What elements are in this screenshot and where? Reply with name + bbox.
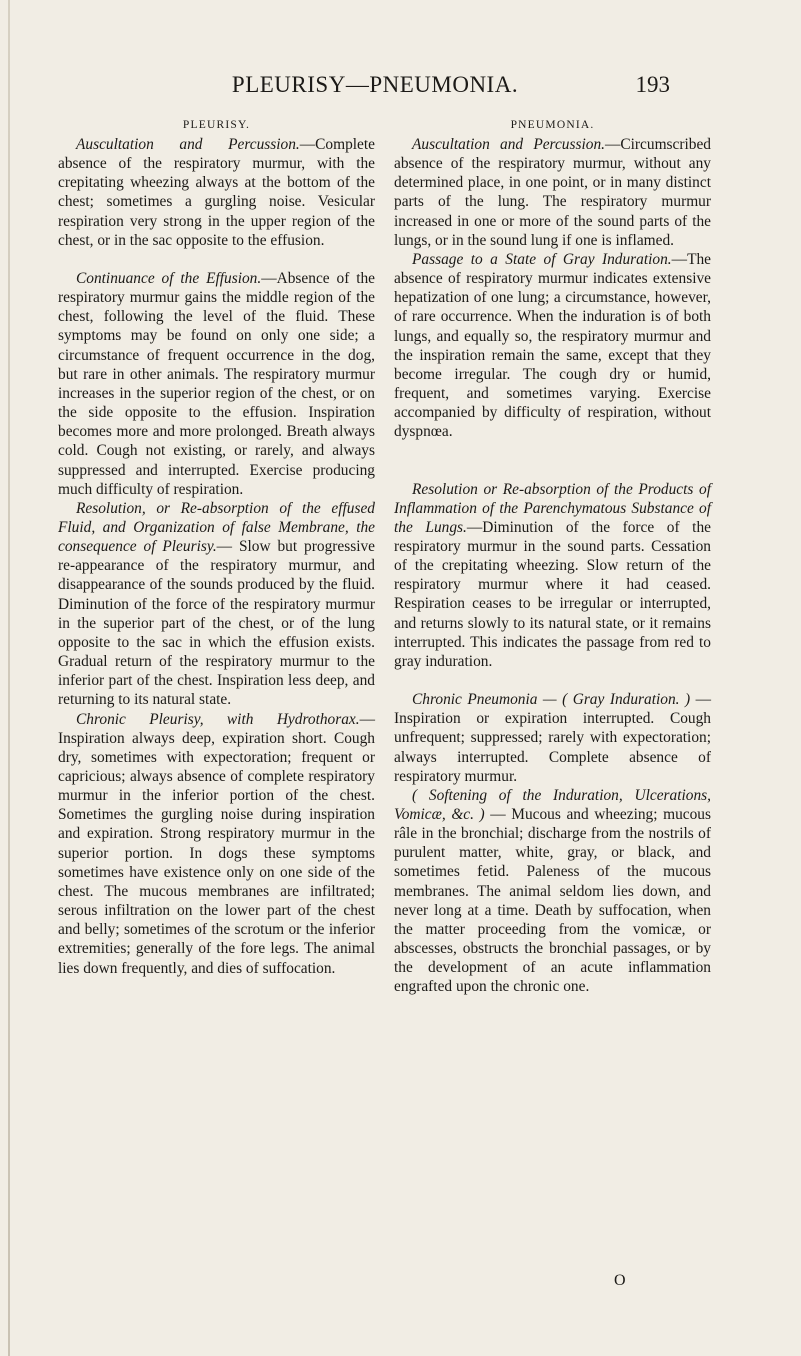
section-text: —The absence of respiratory murmur indicates extensive hepatization of one lung; a circumstance, however, of rare occurrence. When the induration is of both lungs, and equally so, the respiratory murmur and the inspiration remain the same, except that they become irregular. The cough dry or humid, frequent, and sometimes varying. Exercise accompanied by difficulty of respiration, without dyspnœa. bbox=[394, 250, 711, 441]
running-head: PLEURISY—PNEUMONIA. bbox=[231, 72, 519, 97]
section-title: ( Softening of the Induration, Ulcerations, Vomicæ, &c. ) bbox=[394, 786, 711, 823]
left-column-heading: PLEURISY. bbox=[182, 119, 251, 131]
left-column bbox=[58, 118, 375, 978]
section-text: —Complete absence of the respiratory murmur, with the crepitating wheezing always at the bottom of the chest; sometimes a gurgling noise. Vesicular respiration very strong in the upper region of the chest, or in the sac opposite to the effusion. bbox=[58, 136, 375, 249]
paragraph bbox=[394, 690, 711, 786]
section-text: —Absence of the respiratory murmur gains the middle region of the chest, following the level of the fluid. These symptoms may be found on only one side; a circumstance of frequent occurrence in the dog, but rare in other animals. The respiratory murmur increases in the superior region of the chest, or on the side opposite to the effusion. Inspiration becomes more and more prolonged. Breath always cold. Cough not existing, or rarely, and always suppressed and interrupted. Exercise producing much difficulty of respiration. bbox=[58, 269, 376, 498]
right-column-heading: PNEUMONIA. bbox=[510, 119, 595, 131]
paragraph bbox=[394, 786, 711, 997]
section-title: Auscultation and Percussion. bbox=[76, 136, 300, 153]
paragraph bbox=[58, 135, 375, 250]
section-text: — Inspiration or expiration interrupted. Cough unfrequent; suppressed; rarely with expectoration; always interrupted. Complete absence of respiratory murmur. bbox=[394, 691, 711, 785]
paragraph bbox=[394, 250, 711, 442]
section-text: — Mucous and wheezing; mucous râle in the bronchial; discharge from the nostrils of purulent matter, white, gray, or black, and sometimes fetid. Paleness of the mucous membranes. The animal seldom lies down, and never long at a time. Death by suffocation, when the matter proceeding from the vomicæ, or abscesses, obstructs the bronchial passages, or by the development of an acute inflammation engrafted upon the chronic one. bbox=[394, 806, 711, 996]
section-title: Passage to a State of Gray Induration. bbox=[412, 250, 672, 268]
section-text: — Slow but progressive re-appearance of the respiratory murmur, and disappearance of the sounds produced by the fluid. Diminution of the force of the respiratory murmur in the superior part of the chest, or of the lung opposite to the sac in which the effusion exists. Gradual return of the respiratory murmur to the inferior part of the chest. Inspiration less deep, and returning to its natural state. bbox=[58, 538, 375, 709]
paragraph bbox=[394, 135, 711, 250]
section-title: Resolution, or Re-absorption of the effused Fluid, and Organization of false Membrane, the consequence of Pleurisy. bbox=[58, 499, 375, 556]
section-title: Chronic Pleurisy, with Hydrothorax. bbox=[76, 710, 360, 728]
page-number: 193 bbox=[635, 72, 670, 97]
section-title: Resolution or Re-absorption of the Products of Inflammation of the Parenchymatous Substance of the Lungs. bbox=[394, 480, 711, 536]
section-title: Chronic Pneumonia — ( Gray Induration. ) bbox=[412, 691, 691, 709]
paragraph bbox=[58, 269, 375, 499]
signature-mark: O bbox=[614, 1272, 626, 1289]
paragraph bbox=[394, 480, 711, 672]
section-text: — Inspiration always deep, expiration short. Cough dry, sometimes with expectoration; frequent or capricious; always absence of complete respiratory murmur in the inferior portion of the chest. Sometimes the gurgling noise during inspiration and expiration. Strong respiratory murmur in the superior portion. In dogs these symptoms sometimes have existence only on one side of the chest. The mucous membranes are infiltrated; serous infiltration on the lower part of the chest and belly; sometimes of the scrotum or the inferior extremities; generally of the fore legs. The animal lies down frequently, and dies of suffocation. bbox=[58, 710, 375, 977]
section-text: —Circumscribed absence of the respiratory murmur, without any determined place, in one point, or in many distinct parts of the lung. The respiratory murmur increased in one or more of the sound parts of the lungs, or in the sound lung if one is inflamed. bbox=[394, 136, 711, 249]
right-column bbox=[394, 118, 711, 997]
paragraph bbox=[58, 710, 375, 978]
section-title: Continuance of the Effusion. bbox=[76, 269, 262, 287]
section-text: —Diminution of the force of the respiratory murmur in the sound parts. Cessation of the crepitating wheezing. Slow return of the respiratory murmur where it had ceased. Respiration ceases to be irregular or interrupted, and returns slowly to its natural state, or it remains interrupted. This indicates the passage from red to gray induration. bbox=[394, 518, 711, 670]
binding-edge bbox=[8, 0, 10, 1356]
section-title: Auscultation and Percussion. bbox=[412, 136, 605, 153]
page-header bbox=[0, 72, 801, 102]
paragraph bbox=[58, 499, 375, 710]
